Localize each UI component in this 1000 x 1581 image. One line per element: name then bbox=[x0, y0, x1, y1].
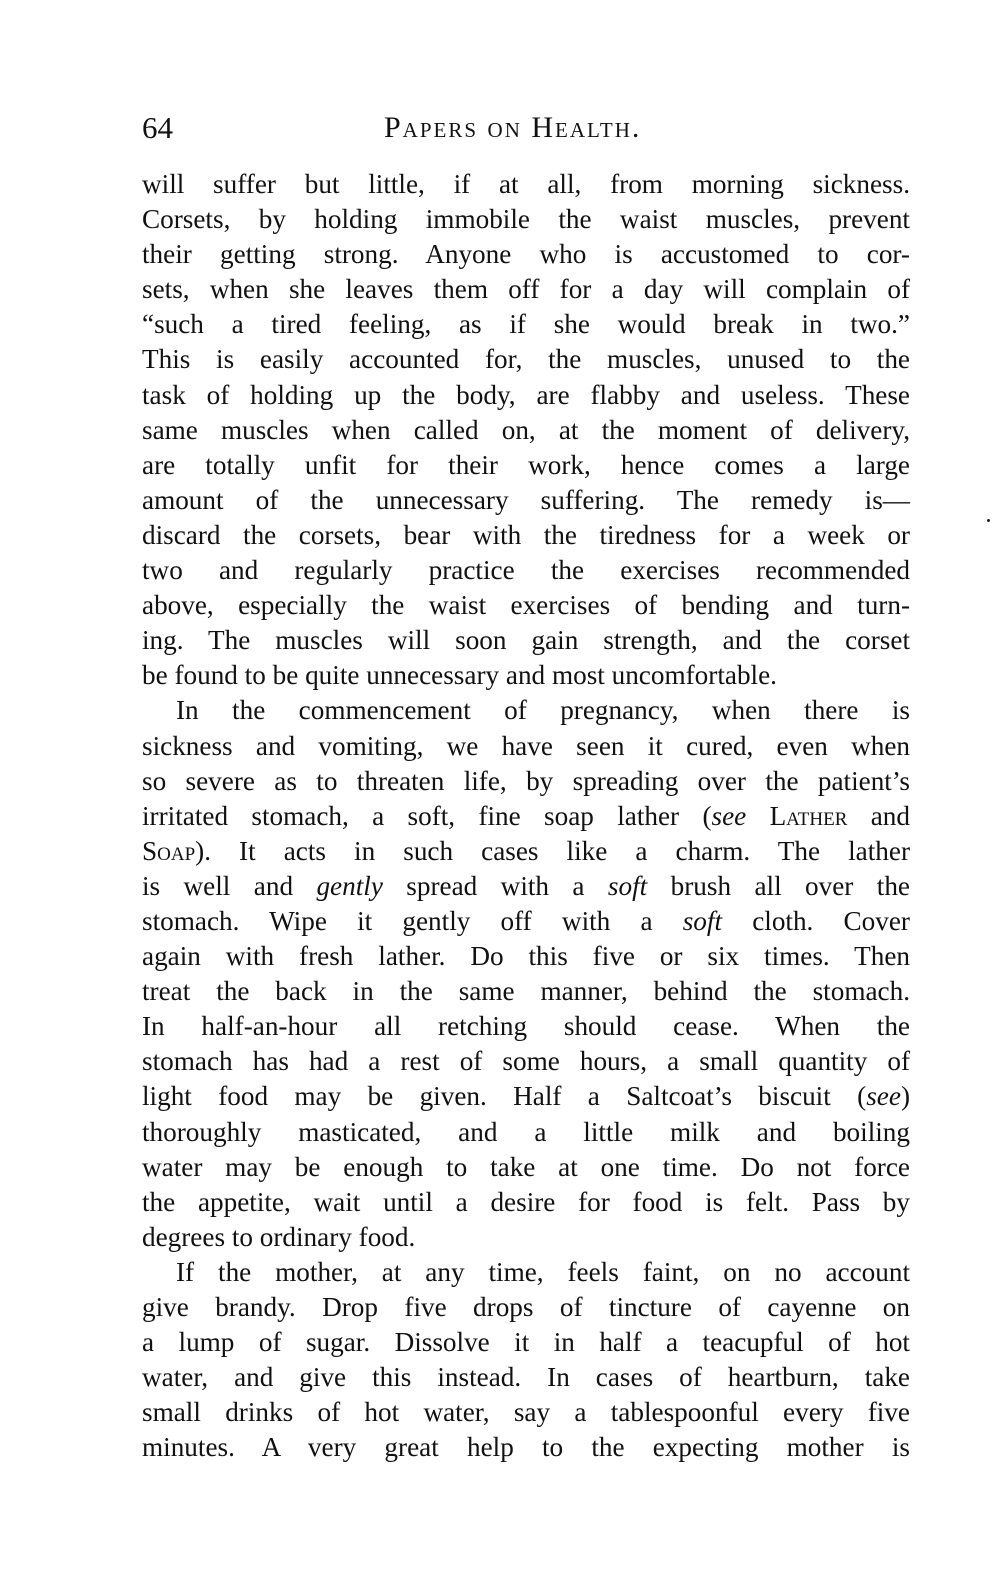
text-line: above, especially the waist exercises of bending and turn- bbox=[142, 590, 910, 621]
italic-text: soft bbox=[682, 905, 722, 936]
text-segment: ). It acts in such cases like a charm. The lather bbox=[195, 835, 910, 866]
text-line: will suffer but little, if at all, from morning sickness. bbox=[142, 169, 910, 199]
margin-speck bbox=[987, 519, 990, 522]
text-line bbox=[142, 1079, 910, 1114]
text-line: discard the corsets, bear with the tiredness for a week or bbox=[142, 519, 910, 550]
small-caps-text: Lather bbox=[769, 800, 848, 831]
text-line: Corsets, by holding immobile the waist muscles, prevent bbox=[142, 204, 910, 235]
text-segment: cloth. Cover bbox=[722, 905, 910, 936]
text-line bbox=[142, 834, 910, 869]
text-line: thoroughly masticated, and a little milk and boiling bbox=[142, 1116, 910, 1147]
text-line: two and regularly practice the exercises recommended bbox=[142, 555, 910, 586]
text-line: give brandy. Drop five drops of tincture of cayenne on bbox=[142, 1292, 910, 1322]
text-line: In the commencement of pregnancy, when there is bbox=[176, 695, 910, 726]
text-line: minutes. A very great help to the expecting mother is bbox=[142, 1432, 910, 1463]
text-line: amount of the unnecessary suffering. The remedy is— bbox=[142, 484, 910, 515]
small-caps-text: Soap bbox=[142, 835, 196, 866]
text-line: so severe as to threaten life, by spreading over the patient’s bbox=[142, 765, 910, 796]
text-line: be found to be quite unnecessary and most uncomfortable. bbox=[142, 660, 777, 691]
text-line: degrees to ordinary food. bbox=[142, 1221, 416, 1252]
text-line bbox=[142, 904, 910, 939]
text-line bbox=[142, 799, 910, 834]
paragraph-2 bbox=[142, 693, 910, 1255]
text-line: a lump of sugar. Dissolve it in half a teacupful of hot bbox=[142, 1327, 910, 1358]
text-line: their getting strong. Anyone who is accustomed to cor- bbox=[142, 239, 910, 270]
text-segment: light food may be given. Half a Saltcoat’s biscuit ( bbox=[142, 1081, 867, 1112]
text-line: “such a tired feeling, as if she would break in two.” bbox=[142, 309, 910, 340]
page-header bbox=[142, 108, 910, 152]
text-line: ing. The muscles will soon gain strength, and the corset bbox=[142, 625, 910, 656]
text-line: water may be enough to take at one time. Do not force bbox=[142, 1151, 910, 1182]
text-line: water, and give this instead. In cases of heartburn, take bbox=[142, 1362, 910, 1393]
body-text bbox=[142, 167, 910, 1465]
text-segment: irritated stomach, a soft, fine soap lather ( bbox=[142, 800, 712, 831]
text-segment: and bbox=[847, 800, 910, 831]
text-line bbox=[142, 869, 910, 904]
text-segment: stomach. Wipe it gently off with a bbox=[142, 905, 683, 936]
italic-text: see bbox=[866, 1081, 901, 1112]
text-segment: brush all over the bbox=[647, 870, 910, 901]
text-line: are totally unfit for their work, hence comes a large bbox=[142, 449, 910, 480]
text-line: stomach has had a rest of some hours, a small quantity of bbox=[142, 1046, 910, 1077]
running-head: Papers on Health. bbox=[384, 111, 642, 144]
text-line: sets, when she leaves them off for a day will complain of bbox=[142, 274, 910, 305]
text-line: This is easily accounted for, the muscles, unused to the bbox=[142, 344, 910, 375]
text-segment: spread with a bbox=[382, 870, 608, 901]
italic-text: gently bbox=[316, 870, 383, 901]
paragraph-3 bbox=[142, 1255, 910, 1466]
text-line: If the mother, at any time, feels faint, on no account bbox=[176, 1256, 910, 1287]
text-line: In half-an-hour all retching should cease. When the bbox=[142, 1011, 910, 1042]
text-line: treat the back in the same manner, behind the stomach. bbox=[142, 976, 910, 1007]
text-line: sickness and vomiting, we have seen it cured, even when bbox=[142, 730, 910, 761]
text-segment: is well and bbox=[142, 870, 317, 901]
italic-text: see bbox=[711, 800, 747, 831]
text-line: same muscles when called on, at the moment of delivery, bbox=[142, 414, 910, 445]
text-line: small drinks of hot water, say a tablespoonful every five bbox=[142, 1397, 910, 1428]
text-line: the appetite, wait until a desire for food is felt. Pass by bbox=[142, 1186, 910, 1217]
text-segment: ) bbox=[900, 1081, 910, 1112]
text-line: task of holding up the body, are flabby and useless. These bbox=[142, 379, 910, 410]
text-line: again with fresh lather. Do this five or six times. Then bbox=[142, 941, 910, 972]
italic-text: soft bbox=[607, 870, 648, 901]
paragraph-1 bbox=[142, 167, 910, 693]
page-number: 64 bbox=[142, 110, 173, 145]
